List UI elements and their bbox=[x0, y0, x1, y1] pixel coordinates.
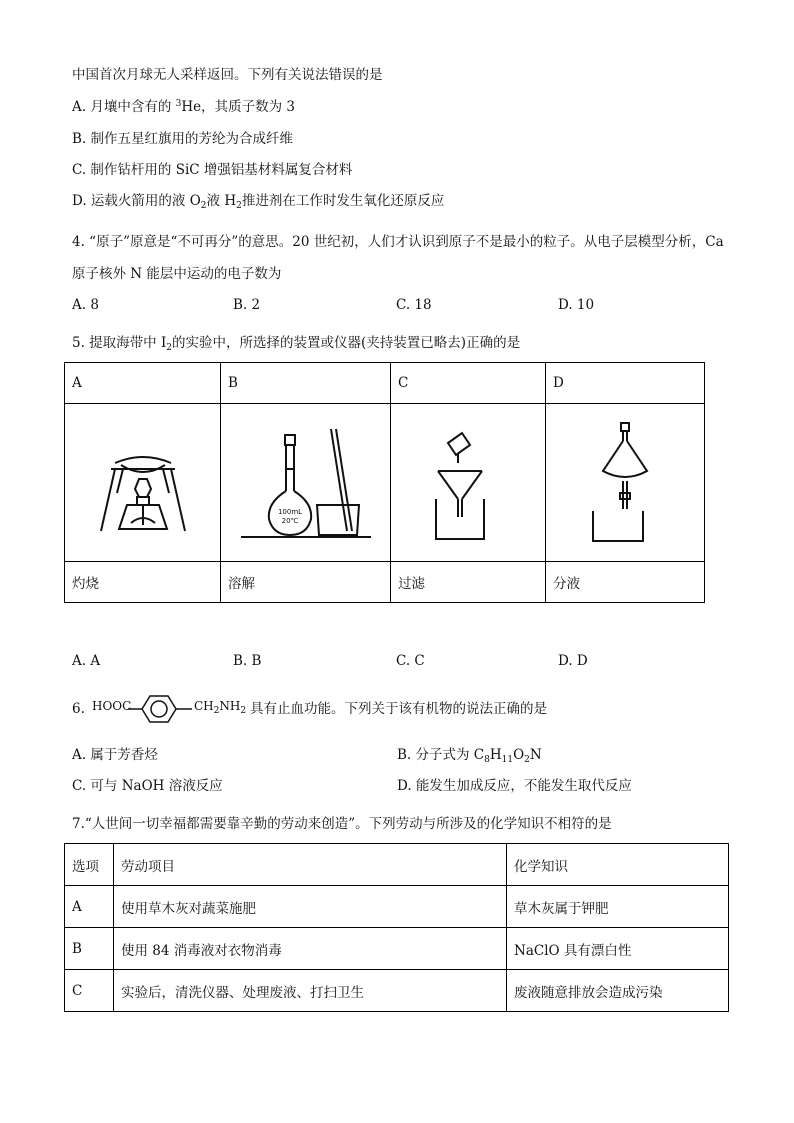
volumetric-flask-beaker-icon bbox=[231, 413, 381, 553]
q5-apparatus-table bbox=[64, 362, 705, 603]
q3-a-pre: A. 月壤中含有的 bbox=[72, 99, 176, 115]
q5-answer-c: C. C bbox=[396, 653, 425, 669]
q5-stem bbox=[72, 333, 520, 353]
funnel-filtration-icon bbox=[408, 413, 528, 553]
q7-row-a-labor: 使用草木灰对蔬菜施肥 bbox=[114, 886, 507, 928]
q3-d-sub1: 2 bbox=[200, 201, 207, 211]
q5-answer-a: A. A bbox=[72, 653, 101, 669]
q5-image-a bbox=[65, 404, 221, 562]
q3-stem: 中国首次月球无人采样返回。下列有关说法错误的是 bbox=[72, 67, 383, 83]
q7-row-c-option: C bbox=[65, 970, 114, 1012]
q6-b-pre: B. 分子式为 C bbox=[397, 747, 485, 763]
table-row bbox=[65, 970, 729, 1012]
q3-option-b: B. 制作五星红旗用的芳纶为合成纤维 bbox=[72, 131, 294, 147]
q7-row-a-option: A bbox=[65, 886, 114, 928]
q3-a-post: He，其质子数为 3 bbox=[181, 99, 296, 115]
q7-row-a-chem: 草木灰属于钾肥 bbox=[507, 886, 729, 928]
q6-option-c: C. 可与 NaOH 溶液反应 bbox=[72, 778, 223, 794]
q6-number: 6. bbox=[72, 701, 85, 717]
q5-header-c: C bbox=[391, 363, 546, 404]
q6-b-s2: 11 bbox=[501, 755, 514, 765]
q4-option-d: D. 10 bbox=[558, 297, 595, 313]
q3-d-sub2: 2 bbox=[236, 201, 242, 211]
q4-option-c: C. 18 bbox=[396, 297, 432, 313]
q7-row-c-labor: 实验后，清洗仪器、处理废液、打扫卫生 bbox=[114, 970, 507, 1012]
q5-label-a: 灼烧 bbox=[65, 562, 221, 603]
q6-ch-sub: 2 bbox=[213, 706, 220, 716]
q5-stem-post: 的实验中，所选择的装置或仪器(夹持装置已略去)正确的是 bbox=[172, 335, 521, 351]
q4-stem-line2: 原子核外 N 能层中运动的电子数为 bbox=[72, 266, 282, 282]
table-row bbox=[65, 886, 729, 928]
q6-struct-right bbox=[194, 696, 246, 716]
q6-nh: NH bbox=[219, 699, 241, 713]
q3-d-pre: D. 运载火箭用的液 O bbox=[72, 193, 201, 209]
q4-option-a: A. 8 bbox=[72, 297, 99, 313]
q3-d-mid: 液 H bbox=[206, 193, 237, 209]
separatory-funnel-icon bbox=[565, 413, 685, 553]
q5-label-d: 分液 bbox=[546, 562, 705, 603]
q5-label-c: 过滤 bbox=[391, 562, 546, 603]
flask-temp-label: 20℃ bbox=[281, 516, 298, 525]
q7-row-c-chem: 废液随意排放会造成污染 bbox=[507, 970, 729, 1012]
q6-b-n: N bbox=[529, 747, 542, 763]
q7-header-option: 选项 bbox=[65, 844, 114, 886]
q5-answer-d: D. D bbox=[558, 653, 588, 669]
crucible-tripod-burner-icon bbox=[83, 413, 203, 553]
q3-a-sup: 3 bbox=[175, 99, 182, 109]
q7-header-chem: 化学知识 bbox=[507, 844, 729, 886]
q6-stem: 具有止血功能。下列关于该有机物的说法正确的是 bbox=[250, 701, 547, 717]
q5-image-d bbox=[546, 404, 705, 562]
q5-header-a: A bbox=[65, 363, 221, 404]
q4-stem-line1: 4. “原子”原意是“不可再分”的意思。20 世纪初，人们才认识到原子不是最小的粒子。从电子层模型分析，Ca bbox=[72, 234, 724, 250]
q5-header-b: B bbox=[221, 363, 391, 404]
q3-option-c: C. 制作钻杆用的 SiC 增强铝基材料属复合材料 bbox=[72, 162, 353, 178]
q7-table bbox=[64, 843, 729, 1012]
q6-b-o: O bbox=[513, 747, 525, 763]
q3-option-d bbox=[72, 191, 444, 211]
q3-d-post: 推进剂在工作时发生氧化还原反应 bbox=[241, 193, 445, 209]
q6-option-d: D. 能发生加成反应，不能发生取代反应 bbox=[397, 778, 632, 794]
q5-image-b bbox=[221, 404, 391, 562]
q6-struct-left: HOOC bbox=[92, 699, 132, 713]
table-row bbox=[65, 928, 729, 970]
q7-row-b-option: B bbox=[65, 928, 114, 970]
q7-row-b-chem: NaClO 具有漂白性 bbox=[507, 928, 729, 970]
q6-b-s1: 8 bbox=[484, 755, 490, 765]
q5-image-c bbox=[391, 404, 546, 562]
q5-stem-sub: 2 bbox=[166, 343, 173, 353]
q5-header-d: D bbox=[546, 363, 705, 404]
q3-option-a bbox=[72, 97, 295, 117]
q7-stem: 7.“人世间一切幸福都需要靠辛勤的劳动来创造”。下列劳动与所涉及的化学知识不相符的是 bbox=[72, 816, 612, 832]
q5-stem-pre: 5. 提取海带中 I bbox=[72, 335, 167, 351]
q7-header-labor: 劳动项目 bbox=[114, 844, 507, 886]
benzene-ring-icon bbox=[128, 690, 192, 730]
q6-ch: CH bbox=[194, 699, 214, 713]
q6-b-h: H bbox=[489, 747, 502, 763]
q7-row-b-labor: 使用 84 消毒液对衣物消毒 bbox=[114, 928, 507, 970]
q6-nh-sub: 2 bbox=[240, 706, 247, 716]
flask-volume-label: 100mL bbox=[277, 507, 302, 516]
q6-option-b bbox=[397, 745, 542, 765]
q5-answer-b: B. B bbox=[233, 653, 262, 669]
q6-b-s3: 2 bbox=[524, 755, 530, 765]
q5-label-b: 溶解 bbox=[221, 562, 391, 603]
q4-option-b: B. 2 bbox=[233, 297, 261, 313]
q6-option-a: A. 属于芳香烃 bbox=[72, 747, 158, 763]
